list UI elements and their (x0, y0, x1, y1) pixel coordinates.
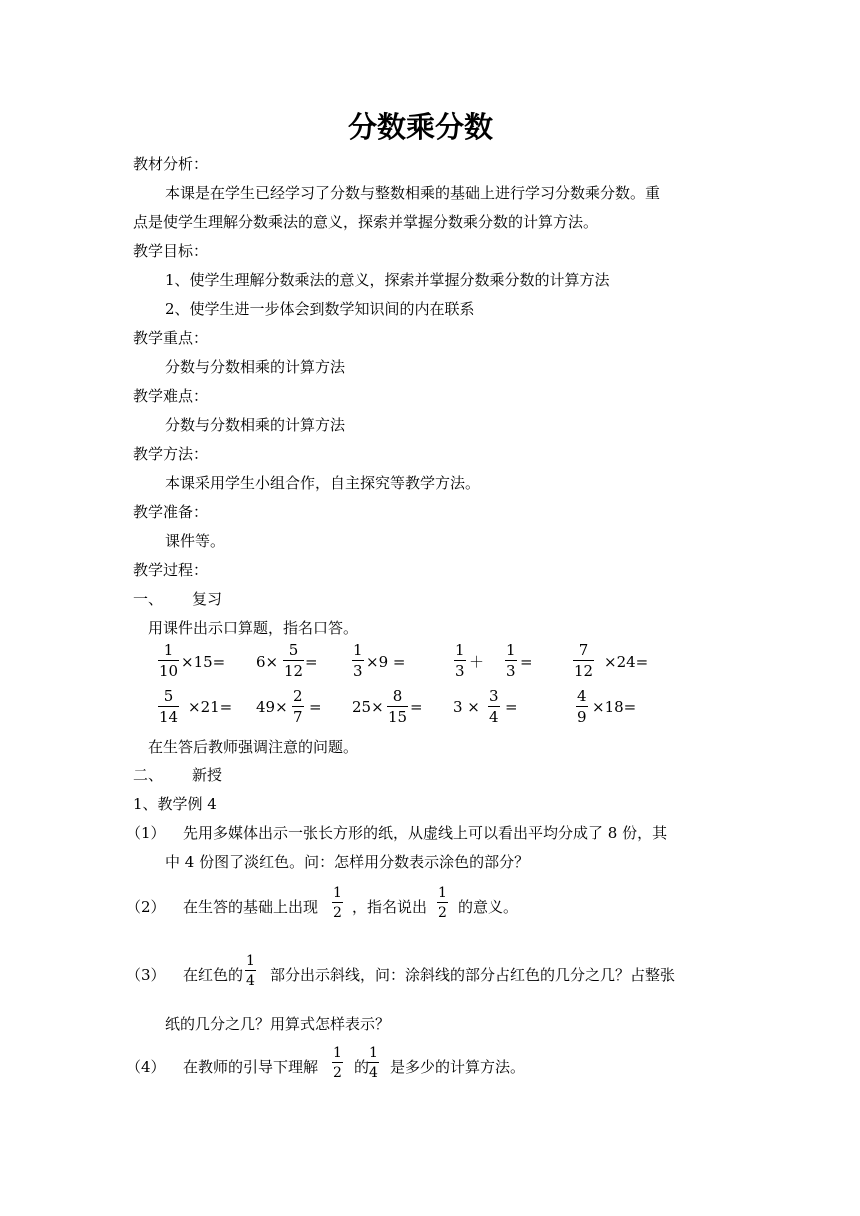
step-2-number: （2） (126, 898, 166, 916)
step-1-number: （1） (126, 824, 166, 842)
fraction: $\frac{1}{3}$ (506, 641, 516, 680)
method-heading: 教学方法： (133, 445, 209, 463)
fraction: $\frac{5}{14}$ (159, 687, 179, 726)
fraction: $\frac{1}{4}$ (369, 1045, 378, 1081)
fraction: $\frac{1}{4}$ (246, 953, 255, 989)
expression-text: ×9 = (366, 653, 406, 671)
step-2-text-b: ，指名说出 (352, 898, 428, 916)
page-title: 分数乘分数 (348, 110, 494, 144)
step-4-text-c: 是多少的计算方法。 (390, 1058, 526, 1076)
review-number: 一、 (133, 590, 164, 608)
step-4-text-b: 的 (354, 1058, 370, 1076)
preparation-text: 课件等。 (165, 532, 226, 550)
step-3-text-a: 在红色的 (183, 966, 244, 984)
step-4-text-a: 在教师的引导下理解 (183, 1058, 319, 1076)
preparation-heading: 教学准备： (133, 503, 209, 521)
difficulties-heading: 教学难点： (133, 387, 209, 405)
fraction: $\frac{7}{12}$ (574, 641, 594, 680)
step-4-number: （4） (126, 1058, 166, 1076)
fraction: $\frac{4}{9}$ (577, 687, 587, 726)
method-text: 本课采用学生小组合作，自主探究等教学方法。 (165, 474, 481, 492)
analysis-paragraph-line1: 本课是在学生已经学习了分数与整数相乘的基础上进行学习分数乘分数。重 (165, 184, 661, 202)
fraction: $\frac{2}{7}$ (293, 687, 303, 726)
fraction: $\frac{1}{10}$ (159, 641, 179, 680)
expression-text: ×18= (592, 698, 637, 716)
expression-text: ×21= (188, 698, 233, 716)
expression-text: 6× (256, 653, 279, 671)
step-1-line2: 中 4 份图了淡红色。问：怎样用分数表示涂色的部分？ (165, 853, 530, 871)
expression-text: = (520, 653, 533, 671)
step-3-number: （3） (126, 966, 166, 984)
expression-text: ×24= (604, 653, 649, 671)
fraction: $\frac{1}{2}$ (438, 885, 447, 921)
goal-1: 1、使学生理解分数乘法的意义，探索并掌握分数乘分数的计算方法 (165, 271, 610, 289)
fraction: $\frac{1}{3}$ (353, 641, 363, 680)
new-lesson-label: 新授 (192, 766, 223, 784)
fraction: $\frac{1}{2}$ (333, 885, 342, 921)
expression-text: = (410, 698, 423, 716)
step-3-text-b: 部分出示斜线，问：涂斜线的部分占红色的几分之几？占整张 (270, 966, 676, 984)
key-points-text: 分数与分数相乘的计算方法 (165, 358, 346, 376)
process-heading: 教学过程： (133, 561, 209, 579)
review-intro: 用课件出示口算题，指名口答。 (148, 619, 359, 637)
review-outro: 在生答后教师强调注意的问题。 (148, 738, 359, 756)
step-1-line1: 先用多媒体出示一张长方形的纸，从虚线上可以看出平均分成了 8 份，其 (183, 824, 668, 842)
fraction: $\frac{1}{2}$ (333, 1045, 342, 1081)
analysis-heading: 教材分析： (133, 155, 209, 173)
key-points-heading: 教学重点： (133, 329, 209, 347)
example-heading: 1、教学例 4 (133, 795, 217, 813)
analysis-paragraph-line2: 点是使学生理解分数乘法的意义，探索并掌握分数乘分数的计算方法。 (133, 213, 599, 231)
expression-text: ＋ (469, 653, 485, 671)
step-2-text-a: 在生答的基础上出现 (183, 898, 319, 916)
expression-text: = (305, 653, 318, 671)
expression-text: 3 × (453, 698, 480, 716)
expression-text: 25× (352, 698, 384, 716)
review-label: 复习 (192, 590, 223, 608)
difficulties-text: 分数与分数相乘的计算方法 (165, 416, 346, 434)
expression-text: ×15= (181, 653, 226, 671)
goals-heading: 教学目标： (133, 242, 209, 260)
fraction: $\frac{3}{4}$ (489, 687, 499, 726)
expression-text: = (505, 698, 518, 716)
fraction: $\frac{5}{12}$ (284, 641, 304, 680)
step-3-line2: 纸的几分之几？用算式怎样表示？ (165, 1015, 391, 1033)
fraction: $\frac{8}{15}$ (388, 687, 408, 726)
expression-text: = (309, 698, 322, 716)
step-2-text-c: 的意义。 (458, 898, 519, 916)
goal-2: 2、使学生进一步体会到数学知识间的内在联系 (165, 300, 475, 318)
new-lesson-number: 二、 (133, 766, 164, 784)
expression-text: 49× (256, 698, 288, 716)
fraction: $\frac{1}{3}$ (455, 641, 465, 680)
